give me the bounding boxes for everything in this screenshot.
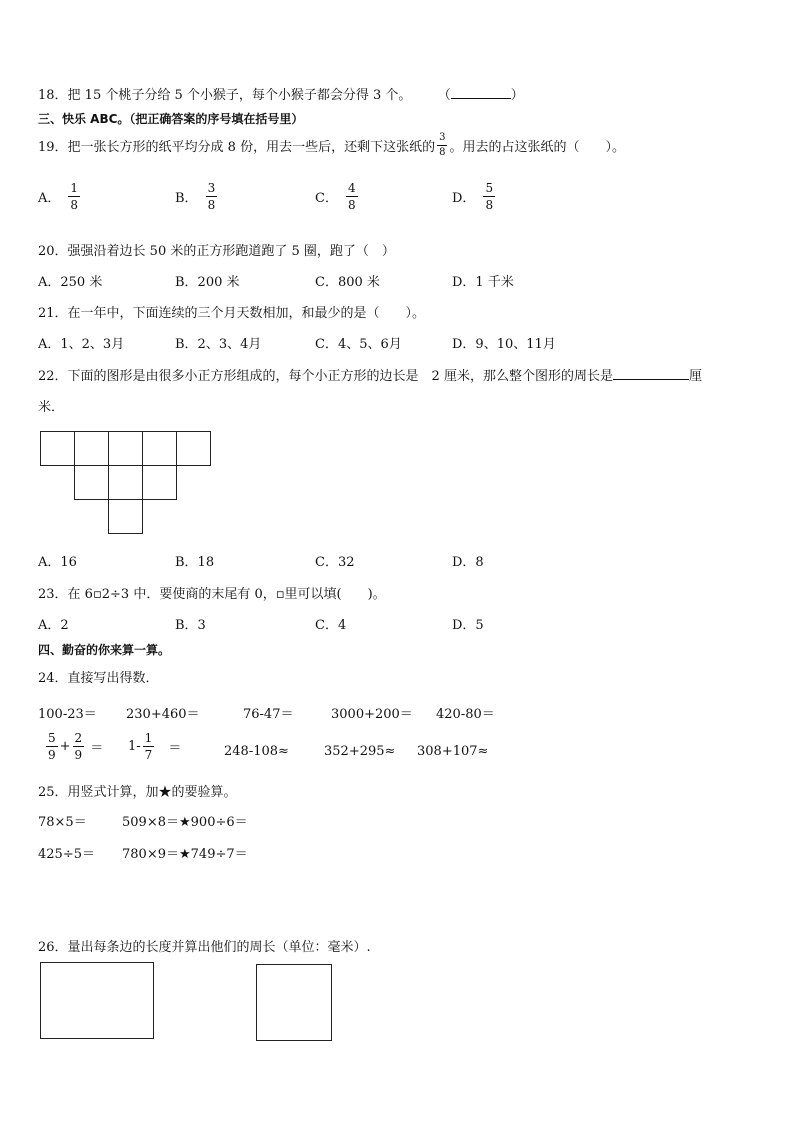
question-25-text: 25．用竖式计算，加★的要验算。: [38, 785, 237, 800]
q19-option-c[interactable]: C． $\frac{4}{8}$: [315, 181, 356, 212]
unit-square: [109, 432, 143, 466]
option-fraction: $\frac{5}{8}$: [485, 181, 494, 212]
calc-item: 420-80＝: [436, 707, 495, 722]
calc-item: 78×5＝: [38, 815, 87, 830]
question-24-text: 24．直接写出得数．: [38, 671, 159, 686]
calc-item: 100-23＝: [38, 707, 97, 722]
question-22-text-after: 厘: [688, 369, 702, 384]
unit-square: [75, 432, 109, 466]
answer-blank-18[interactable]: [451, 87, 511, 99]
calc-item: 76-47＝: [243, 707, 294, 722]
q22-option-c[interactable]: C．32: [315, 555, 355, 570]
unit-square: [109, 466, 143, 500]
paren-close: ）: [510, 88, 524, 103]
unit-square: [143, 432, 177, 466]
unit-square: [143, 466, 177, 500]
section-4-heading: 四、勤奋的你来算一算。: [38, 643, 171, 657]
calc-item: ★900÷6＝: [179, 815, 248, 830]
rectangle-shape: [41, 963, 154, 1039]
fraction-expression-1: $\frac{5}{9}$ + $\frac{2}{9}$ ＝: [48, 731, 104, 762]
q19-option-d[interactable]: D． $\frac{5}{8}$: [452, 181, 494, 212]
calc-item: 230+460＝: [126, 707, 200, 722]
squares-figure: [40, 431, 215, 536]
unit-square: [109, 500, 143, 534]
q20-option-b[interactable]: B．200 米: [175, 275, 240, 290]
question-20-text: 20．强强沿着边长 50 米的正方形跑道跑了 5 圈，跑了（ ）: [38, 244, 395, 259]
calc-item: 308+107≈: [417, 744, 489, 759]
unit-square: [75, 466, 109, 500]
option-fraction: $\frac{3}{8}$: [207, 181, 216, 212]
paren-open: （: [437, 88, 451, 103]
square-shape: [257, 965, 332, 1041]
q19-option-a[interactable]: A． $\frac{1}{8}$: [38, 181, 79, 212]
question-22-text-before: 22．下面的图形是由很多小正方形组成的，每个小正方形的边长是 2 厘米，那么整个图形的周长是: [38, 369, 613, 384]
q20-option-c[interactable]: C．800 米: [315, 275, 380, 290]
q21-option-a[interactable]: A．1、2、3月: [38, 337, 125, 352]
q20-option-a[interactable]: A．250 米: [38, 275, 103, 290]
option-fraction: $\frac{1}{8}$: [70, 181, 79, 212]
question-18: [38, 84, 524, 103]
question-18-text: 18．把 15 个桃子分给 5 个小猴子，每个小猴子都会分得 3 个。: [38, 88, 412, 103]
q23-option-c[interactable]: C．4: [315, 618, 347, 633]
q22-option-b[interactable]: B．18: [175, 555, 215, 570]
question-19: [38, 133, 625, 158]
calc-item: 780×9＝: [122, 847, 179, 862]
q23-option-a[interactable]: A．2: [38, 618, 69, 633]
calc-item: ★749÷7＝: [179, 847, 248, 862]
calc-item: 3000+200＝: [331, 707, 413, 722]
unit-square: [41, 432, 75, 466]
question-22-line2: 米．: [38, 400, 65, 415]
section-3-heading: 三、快乐 ABC。（把正确答案的序号填在括号里）: [38, 112, 304, 126]
q22-option-d[interactable]: D．8: [452, 555, 484, 570]
q21-option-d[interactable]: D．9、10、11月: [452, 337, 556, 352]
q22-option-a[interactable]: A．16: [38, 555, 77, 570]
q23-option-d[interactable]: D．5: [452, 618, 484, 633]
calc-item: 352+295≈: [324, 744, 396, 759]
question-26-text: 26．量出每条边的长度并算出他们的周长（单位：毫米）.: [38, 940, 371, 955]
question-22: [38, 365, 702, 384]
calc-item: 248-108≈: [224, 744, 289, 759]
calc-item: 425÷5＝: [38, 847, 95, 862]
fraction-expression-2: 1- $\frac{1}{7}$ ＝: [128, 731, 182, 762]
question-21-text: 21．在一年中，下面连续的三个月天数相加，和最少的是（ ）。: [38, 306, 426, 321]
square-figure: [255, 963, 334, 1043]
q19-option-b[interactable]: B． $\frac{3}{8}$: [175, 181, 216, 212]
unit-square: [177, 432, 211, 466]
answer-blank-22[interactable]: [613, 368, 689, 380]
rectangle-figure: [39, 961, 156, 1041]
question-19-text-after: 。用去的占这张纸的（ ）。: [449, 140, 625, 155]
question-23-text: 23．在 6▫2÷3 中．要使商的末尾有 0，▫里可以填( )。: [38, 587, 386, 602]
option-fraction: $\frac{4}{8}$: [347, 181, 356, 212]
q20-option-d[interactable]: D．1 千米: [452, 275, 514, 290]
fraction-three-eighths: $\frac{3}{8}$: [439, 132, 446, 158]
q21-option-b[interactable]: B．2、3、4月: [175, 337, 262, 352]
question-19-text-before: 19．把一张长方形的纸平均分成 8 份，用去一些后，还剩下这张纸的: [38, 140, 436, 155]
q23-option-b[interactable]: B．3: [175, 618, 206, 633]
q21-option-c[interactable]: C．4、5、6月: [315, 337, 402, 352]
calc-item: 509×8＝: [122, 815, 179, 830]
